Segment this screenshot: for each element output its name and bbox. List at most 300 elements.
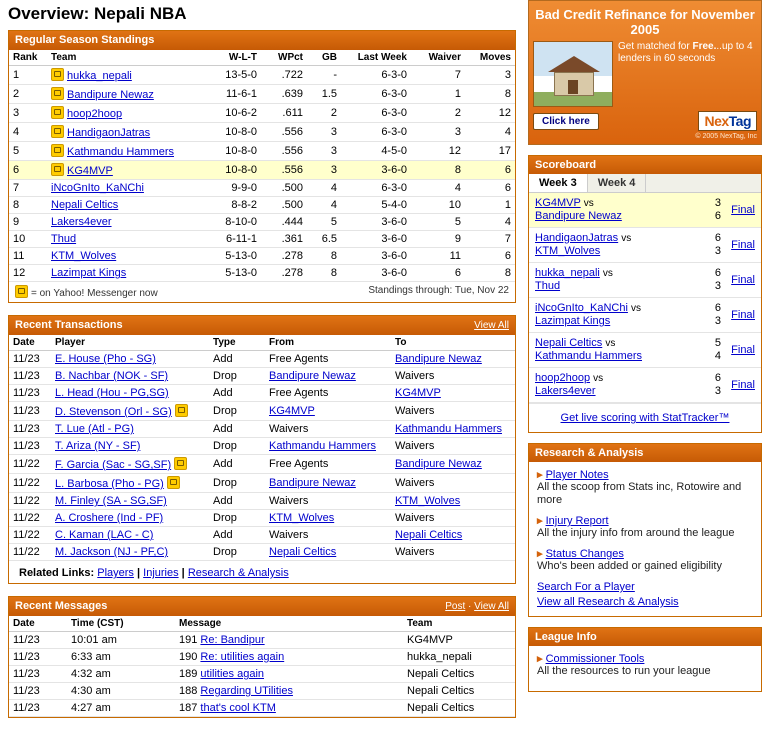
transaction-to: Waivers — [391, 402, 515, 421]
transaction-from: Free Agents — [265, 351, 391, 368]
transactions-body — [9, 351, 515, 561]
transaction-from: Waivers — [265, 493, 391, 510]
table-row — [9, 104, 515, 123]
col-msg-date: Date — [9, 616, 67, 632]
transaction-type: Add — [209, 493, 265, 510]
standings-waiver: 9 — [411, 231, 465, 248]
table-row — [9, 421, 515, 438]
transaction-date: 11/22 — [9, 493, 51, 510]
scoreboard-teams: hoop2hoop vs Lakers4ever — [535, 372, 604, 397]
standings-team-link[interactable]: KTM_Wolves — [51, 250, 117, 262]
transaction-to-link[interactable]: Kathmandu Hammers — [395, 423, 502, 435]
col-msg-team: Team — [403, 616, 515, 632]
transaction-date: 11/23 — [9, 421, 51, 438]
standings-gb: 8 — [307, 265, 341, 282]
standings-waiver: 5 — [411, 214, 465, 231]
transaction-player-link[interactable]: E. House (Pho - SG) — [55, 353, 156, 365]
standings-gb: 3 — [307, 142, 341, 161]
standings-wpct: .361 — [261, 231, 307, 248]
standings-moves: 6 — [465, 248, 515, 265]
table-row — [9, 368, 515, 385]
research-item — [537, 468, 753, 507]
note-icon — [174, 457, 187, 470]
standings-team-link[interactable]: Bandipure Newaz — [67, 89, 154, 101]
transactions-table — [9, 335, 515, 561]
scoreboard-scores: 6 3 — [714, 372, 721, 397]
table-row — [9, 474, 515, 493]
research-extra-link[interactable]: Search For a Player — [537, 581, 635, 593]
transaction-date: 11/23 — [9, 351, 51, 368]
research-body — [529, 462, 761, 616]
transaction-to-link[interactable]: Bandipure Newaz — [395, 353, 482, 365]
messages-table — [9, 616, 515, 717]
message-subject-link[interactable]: utilities again — [200, 668, 265, 680]
standings-gb: 3 — [307, 123, 341, 142]
transaction-player-link[interactable]: C. Kaman (LAC - C) — [55, 529, 154, 541]
stattracker-box[interactable] — [529, 403, 761, 432]
standings-gb: 8 — [307, 248, 341, 265]
table-row — [9, 142, 515, 161]
transaction-to — [391, 527, 515, 544]
messenger-icon — [51, 68, 64, 81]
transaction-type: Add — [209, 351, 265, 368]
scoreboard-status — [721, 204, 755, 216]
message-time: 4:30 am — [67, 683, 175, 700]
ad-copy-bold: Free. — [692, 41, 717, 52]
transaction-type: Add — [209, 421, 265, 438]
standings-wpct: .722 — [261, 66, 307, 85]
scoreboard-team-link[interactable]: Kathmandu Hammers — [535, 350, 642, 362]
transaction-from — [265, 402, 391, 421]
scoreboard-status — [721, 379, 755, 391]
standings-rank: 10 — [9, 231, 47, 248]
messenger-icon — [51, 163, 64, 176]
standings-wpct: .278 — [261, 265, 307, 282]
message-time: 10:01 am — [67, 632, 175, 649]
transactions-view-all-link[interactable]: View All — [474, 320, 509, 331]
transaction-player-cell — [51, 438, 209, 455]
standings-rank: 4 — [9, 123, 47, 142]
message-team: hukka_nepali — [403, 649, 515, 666]
transaction-type: Drop — [209, 474, 265, 493]
transaction-to-link[interactable]: Bandipure Newaz — [395, 458, 482, 470]
standings-wpct: .556 — [261, 123, 307, 142]
col-date: Date — [9, 335, 51, 351]
transaction-player-cell — [51, 455, 209, 474]
message-date: 11/23 — [9, 632, 67, 649]
transaction-player-link[interactable]: D. Stevenson (Orl - SG) — [55, 406, 172, 418]
standings-gb: 4 — [307, 197, 341, 214]
transaction-from — [265, 474, 391, 493]
scoreboard-team-link[interactable]: KG4MVP — [535, 197, 581, 209]
standings-rank: 5 — [9, 142, 47, 161]
stattracker-link[interactable]: Get live scoring with StatTracker™ — [560, 412, 730, 424]
message-date: 11/23 — [9, 649, 67, 666]
scoreboard-tab[interactable]: Week 3 — [529, 174, 588, 192]
scoreboard-status — [721, 239, 755, 251]
scoreboard-header: Scoreboard — [529, 156, 761, 174]
scoreboard-team-link[interactable]: HandigaonJatras — [535, 232, 619, 244]
transaction-date: 11/22 — [9, 474, 51, 493]
transaction-to-link[interactable]: KG4MVP — [395, 387, 441, 399]
standings-team-link[interactable]: hukka_nepali — [67, 70, 132, 82]
page-title: Overview: Nepali NBA — [8, 4, 187, 23]
standings-wlt: 8-10-0 — [203, 214, 261, 231]
standings-wlt: 6-11-1 — [203, 231, 261, 248]
message-team: KG4MVP — [403, 632, 515, 649]
league-info-item — [537, 652, 753, 678]
standings-lastweek: 5-4-0 — [341, 197, 411, 214]
standings-team-cell — [47, 180, 203, 197]
message-subject-cell: 191 Re: Bandipur — [175, 632, 403, 649]
message-time: 4:32 am — [67, 666, 175, 683]
messenger-icon — [51, 87, 64, 100]
standings-team-cell — [47, 66, 203, 85]
research-item — [537, 514, 753, 540]
research-item-desc: All the scoop from Stats inc, Rotowire and more — [537, 481, 742, 506]
table-row — [9, 161, 515, 180]
scoreboard-status — [721, 344, 755, 356]
league-info-body — [529, 646, 761, 691]
col-team: Team — [47, 50, 203, 66]
col-wpct: WPct — [261, 50, 307, 66]
transaction-from: Free Agents — [265, 385, 391, 402]
table-row — [9, 493, 515, 510]
standings-gb: - — [307, 66, 341, 85]
standings-moves: 3 — [465, 66, 515, 85]
scoreboard-team-link[interactable]: Lazimpat Kings — [535, 315, 611, 327]
standings-team-link[interactable]: hoop2hoop — [67, 108, 123, 120]
scoreboard-team-link[interactable]: Nepali Celtics — [535, 337, 603, 349]
research-extra-links — [537, 580, 753, 610]
standings-wpct: .278 — [261, 248, 307, 265]
standings-rank: 9 — [9, 214, 47, 231]
standings-moves: 17 — [465, 142, 515, 161]
scoreboard-team-link[interactable]: Bandipure Newaz — [535, 210, 622, 222]
standings-wlt: 10-8-0 — [203, 161, 261, 180]
research-item-link[interactable]: Player Notes — [545, 469, 609, 481]
transaction-from: Free Agents — [265, 455, 391, 474]
ad-legal: © 2005 NexTag, Inc — [695, 133, 757, 140]
standings-body — [9, 66, 515, 282]
standings-wpct: .556 — [261, 142, 307, 161]
transaction-from — [265, 510, 391, 527]
standings-waiver: 8 — [411, 161, 465, 180]
standings-team-link[interactable]: Lakers4ever — [51, 216, 112, 228]
ad-copy-line1: Get matched for — [618, 41, 690, 52]
standings-rank: 3 — [9, 104, 47, 123]
scoreboard-teams: iNcoGnIto_KaNChi vs Lazimpat Kings — [535, 302, 641, 327]
transaction-type: Add — [209, 527, 265, 544]
transaction-from-link[interactable]: Nepali Celtics — [269, 546, 337, 558]
standings-lastweek: 3-6-0 — [341, 214, 411, 231]
transaction-type: Drop — [209, 510, 265, 527]
standings-wlt: 13-5-0 — [203, 66, 261, 85]
scoreboard-final-link[interactable]: Final — [731, 379, 755, 391]
standings-moves: 1 — [465, 197, 515, 214]
standings-team-link[interactable]: Lazimpat Kings — [51, 267, 127, 279]
standings-waiver: 2 — [411, 104, 465, 123]
col-type: Type — [209, 335, 265, 351]
standings-team-cell — [47, 265, 203, 282]
standings-team-cell — [47, 142, 203, 161]
table-row — [9, 248, 515, 265]
scoreboard-games — [529, 193, 761, 403]
standings-team-link[interactable]: HandigaonJatras — [67, 127, 151, 139]
table-row — [9, 683, 515, 700]
standings-lastweek: 6-3-0 — [341, 104, 411, 123]
table-row — [9, 455, 515, 474]
transaction-player-link[interactable]: L. Head (Hou - PG,SG) — [55, 387, 169, 399]
research-item-desc: All the injury info from around the league — [537, 527, 735, 539]
note-icon — [175, 404, 188, 417]
standings-team-cell — [47, 214, 203, 231]
research-item-link[interactable]: Status Changes — [545, 548, 624, 560]
transaction-from — [265, 438, 391, 455]
transaction-date: 11/23 — [9, 385, 51, 402]
standings-header-row — [9, 50, 515, 66]
table-row — [9, 510, 515, 527]
standings-waiver: 7 — [411, 66, 465, 85]
standings-team-cell — [47, 104, 203, 123]
transaction-from-link[interactable]: Bandipure Newaz — [269, 370, 356, 382]
standings-moves: 4 — [465, 123, 515, 142]
message-date: 11/23 — [9, 666, 67, 683]
related-link[interactable]: Players — [97, 567, 134, 579]
scoreboard-final-link[interactable]: Final — [731, 274, 755, 286]
standings-lastweek: 3-6-0 — [341, 231, 411, 248]
scoreboard-tab[interactable]: Week 4 — [588, 174, 647, 192]
standings-gb: 4 — [307, 180, 341, 197]
standings-header — [9, 31, 515, 50]
research-item-link[interactable]: Injury Report — [545, 515, 609, 527]
related-links-items: Players | Injuries | Research & Analysis — [97, 567, 289, 579]
scoreboard-final-link[interactable]: Final — [731, 204, 755, 216]
transaction-player-link[interactable]: T. Lue (Atl - PG) — [55, 423, 134, 435]
transaction-player-cell — [51, 421, 209, 438]
standings-team-cell — [47, 231, 203, 248]
scoreboard-game — [529, 263, 761, 298]
house-image — [533, 41, 613, 107]
standings-lastweek: 3-6-0 — [341, 161, 411, 180]
standings-team-link[interactable]: iNcoGnIto_KaNChi — [51, 182, 144, 194]
standings-legend — [9, 282, 515, 302]
scoreboard-team-link[interactable]: iNcoGnIto_KaNChi — [535, 302, 628, 314]
standings-moves: 7 — [465, 231, 515, 248]
table-row — [9, 527, 515, 544]
transaction-date: 11/23 — [9, 402, 51, 421]
scoreboard-panel — [528, 155, 762, 433]
advertisement[interactable] — [528, 0, 762, 145]
messenger-icon — [51, 144, 64, 157]
scoreboard-team-link[interactable]: Thud — [535, 280, 561, 292]
table-row — [9, 351, 515, 368]
message-subject-link[interactable]: Regarding UTilities — [200, 685, 293, 697]
scoreboard-teams: HandigaonJatras vs KTM_Wolves — [535, 232, 632, 257]
standings-panel — [8, 30, 516, 303]
standings-waiver: 4 — [411, 180, 465, 197]
research-extra-link[interactable]: View all Research & Analysis — [537, 596, 679, 608]
standings-waiver: 11 — [411, 248, 465, 265]
messages-panel — [8, 596, 516, 718]
scoreboard-game — [529, 368, 761, 403]
messages-header-links: Post · View All — [445, 601, 509, 612]
standings-wlt: 5-13-0 — [203, 248, 261, 265]
standings-wlt: 9-9-0 — [203, 180, 261, 197]
standings-wlt: 5-13-0 — [203, 265, 261, 282]
transaction-to-link[interactable]: KTM_Wolves — [395, 495, 461, 507]
standings-team-link[interactable]: Nepali Celtics — [51, 199, 119, 211]
transaction-from — [265, 544, 391, 561]
scoreboard-scores: 3 6 — [714, 197, 721, 222]
research-panel — [528, 443, 762, 617]
related-links — [9, 561, 515, 583]
scoreboard-scores: 5 4 — [714, 337, 721, 362]
col-from: From — [265, 335, 391, 351]
transaction-to: Waivers — [391, 474, 515, 493]
scoreboard-game — [529, 333, 761, 368]
standings-wpct: .500 — [261, 197, 307, 214]
messages-view-all-link[interactable]: View All — [474, 601, 509, 612]
transaction-player-link[interactable]: T. Ariza (NY - SF) — [55, 440, 141, 452]
scoreboard-scores: 6 3 — [714, 302, 721, 327]
standings-team-link[interactable]: Thud — [51, 233, 77, 245]
transaction-from-link[interactable]: KG4MVP — [269, 405, 315, 417]
message-subject-link[interactable]: Re: utilities again — [200, 651, 285, 663]
table-row — [9, 649, 515, 666]
transaction-date: 11/22 — [9, 455, 51, 474]
messenger-icon — [51, 125, 64, 138]
standings-lastweek: 6-3-0 — [341, 180, 411, 197]
message-date: 11/23 — [9, 700, 67, 717]
related-link[interactable]: Injuries — [143, 567, 179, 579]
scoreboard-final-link[interactable]: Final — [731, 239, 755, 251]
table-row — [9, 180, 515, 197]
standings-rank: 8 — [9, 197, 47, 214]
standings-team-link[interactable]: KG4MVP — [67, 165, 113, 177]
standings-team-cell — [47, 85, 203, 104]
transaction-player-link[interactable]: F. Garcia (Sac - SG,SF) — [55, 459, 172, 471]
transaction-from-link[interactable]: Bandipure Newaz — [269, 477, 356, 489]
transaction-from-link[interactable]: Kathmandu Hammers — [269, 440, 376, 452]
standings-gb: 2 — [307, 104, 341, 123]
standings-rank: 12 — [9, 265, 47, 282]
standings-wlt: 10-8-0 — [203, 142, 261, 161]
standings-gb: 1.5 — [307, 85, 341, 104]
scoreboard-teams: hukka_nepali vs Thud — [535, 267, 613, 292]
table-row — [9, 544, 515, 561]
transaction-to-link[interactable]: Nepali Celtics — [395, 529, 463, 541]
messenger-icon — [15, 285, 28, 298]
transaction-player-link[interactable]: B. Nachbar (NOK - SF) — [55, 370, 169, 382]
standings-lastweek: 4-5-0 — [341, 142, 411, 161]
standings-team-link[interactable]: Kathmandu Hammers — [67, 146, 174, 158]
standings-wpct: .611 — [261, 104, 307, 123]
transaction-player-cell — [51, 544, 209, 561]
standings-rank: 2 — [9, 85, 47, 104]
message-subject-cell: 188 Regarding UTilities — [175, 683, 403, 700]
transactions-panel — [8, 315, 516, 584]
table-row — [9, 385, 515, 402]
research-header: Research & Analysis — [529, 444, 761, 462]
message-subject-cell: 190 Re: utilities again — [175, 649, 403, 666]
messages-header-row — [9, 616, 515, 632]
related-link[interactable]: Research & Analysis — [187, 567, 289, 579]
scoreboard-team-link[interactable]: hoop2hoop — [535, 372, 591, 384]
message-team: Nepali Celtics — [403, 700, 515, 717]
messages-post-link[interactable]: Post — [445, 601, 466, 612]
scoreboard-final-link[interactable]: Final — [731, 309, 755, 321]
standings-waiver: 3 — [411, 123, 465, 142]
transaction-type: Add — [209, 385, 265, 402]
ad-footer — [533, 111, 757, 131]
transaction-player-link[interactable]: M. Finley (SA - SG,SF) — [55, 495, 167, 507]
standings-team-cell — [47, 197, 203, 214]
transaction-type: Add — [209, 455, 265, 474]
standings-gb: 5 — [307, 214, 341, 231]
transaction-player-cell — [51, 527, 209, 544]
standings-waiver: 12 — [411, 142, 465, 161]
ad-title: Bad Credit Refinance for November 2005 — [535, 7, 755, 37]
standings-wpct: .500 — [261, 180, 307, 197]
bullet-icon: ▸ — [537, 653, 543, 665]
standings-rank: 1 — [9, 66, 47, 85]
message-subject-link[interactable]: that's cool KTM — [200, 702, 276, 714]
col-moves: Moves — [465, 50, 515, 66]
transaction-to: Waivers — [391, 510, 515, 527]
transactions-view-all[interactable] — [474, 319, 509, 332]
scoreboard-game — [529, 298, 761, 333]
scoreboard-final-link[interactable]: Final — [731, 344, 755, 356]
standings-wpct: .639 — [261, 85, 307, 104]
messages-header-label: Recent Messages — [15, 600, 108, 612]
ad-click-here-button[interactable]: Click here — [533, 113, 599, 130]
col-msg-time: Time (CST) — [67, 616, 175, 632]
transaction-to — [391, 385, 515, 402]
transaction-player-link[interactable]: A. Croshere (Ind - PF) — [55, 512, 164, 524]
scoreboard-team-link[interactable]: Lakers4ever — [535, 385, 596, 397]
transaction-to — [391, 421, 515, 438]
col-player: Player — [51, 335, 209, 351]
table-row — [9, 66, 515, 85]
ad-copy — [618, 41, 757, 107]
legend-text: = on Yahoo! Messenger now — [31, 288, 158, 299]
standings-through: Standings through: Tue, Nov 22 — [368, 285, 509, 296]
table-row — [9, 265, 515, 282]
transaction-player-link[interactable]: M. Jackson (NJ - PF,C) — [55, 546, 169, 558]
table-row — [9, 85, 515, 104]
table-row — [9, 402, 515, 421]
scoreboard-team-link[interactable]: hukka_nepali — [535, 267, 600, 279]
col-gb: GB — [307, 50, 341, 66]
transaction-date: 11/23 — [9, 438, 51, 455]
standings-header-label: Regular Season Standings — [15, 34, 155, 46]
scoreboard-team-link[interactable]: KTM_Wolves — [535, 245, 601, 257]
transaction-type: Drop — [209, 544, 265, 561]
message-subject-link[interactable]: Re: Bandipur — [200, 634, 265, 646]
transaction-date: 11/22 — [9, 527, 51, 544]
transaction-to — [391, 455, 515, 474]
ad-copy-line2: ..up to 4 lenders in 60 seconds — [618, 41, 753, 64]
league-info-header: League Info — [529, 628, 761, 646]
transaction-from-link[interactable]: KTM_Wolves — [269, 512, 335, 524]
transaction-player-link[interactable]: L. Barbosa (Pho - PG) — [55, 478, 164, 490]
scoreboard-status — [721, 309, 755, 321]
table-row — [9, 438, 515, 455]
scoreboard-scores: 6 3 — [714, 267, 721, 292]
league-info-link[interactable]: Commissioner Tools — [545, 653, 645, 665]
transaction-date: 11/22 — [9, 510, 51, 527]
